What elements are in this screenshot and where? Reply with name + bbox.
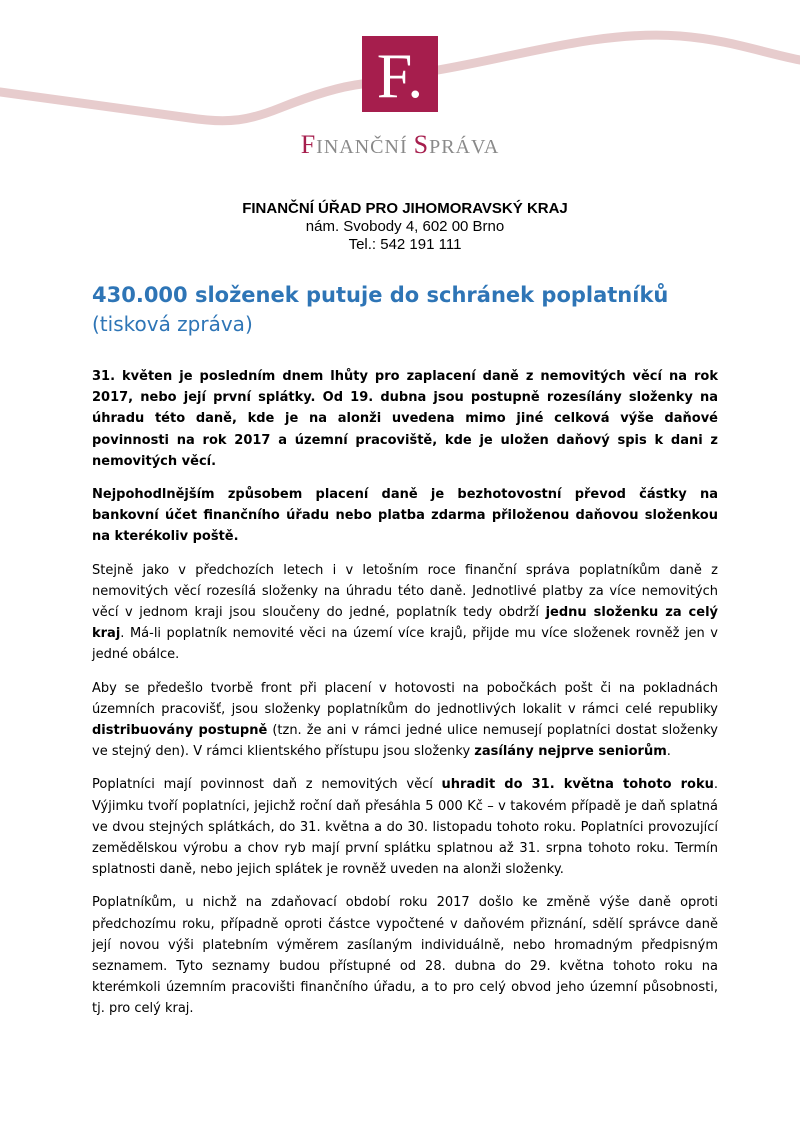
paragraph-3-bold: jednu složenku za celý kraj (92, 605, 719, 642)
brand-word-1: INANČNÍ (316, 136, 414, 158)
article-body (92, 366, 718, 1032)
paragraph-4-text-end: . (666, 744, 671, 760)
office-phone: Tel.: 542 191 111 (348, 236, 462, 253)
paragraph-5 (92, 774, 718, 880)
paragraph-4-bold-2: zasílány nejprve seniorům (474, 744, 667, 760)
paragraph-3-text-end: . Má-li poplatník nemovité věci na území více krajů, přijde mu více složenek rovněž jen v jedné obálce. (92, 626, 718, 663)
paragraph-5-text: Poplatníci mají povinnost daň z nemovitých věcí (92, 777, 442, 793)
paragraph-2: Nejpohodlnějším způsobem placení daně je bezhotovostní převod částky na bankovní účet finančního úřadu nebo platba zdarma přiloženou daňovou složenkou na kterékoliv poště. (92, 487, 718, 545)
logo-letter: F. (376, 40, 424, 111)
press-release-heading (92, 280, 732, 338)
paragraph-3 (92, 560, 718, 666)
brand-initial-f: F (300, 130, 317, 159)
paragraph-5-text-end: . Výjimku tvoří poplatníci, jejichž roční daň přesáhla 5 000 Kč – v takovém případě je daň splatná ve dvou stejných splátkách, do 31. května a do 30. listopadu tohoto roku. Poplatníci provozující zemědělskou výrobu a chov ryb mají první splátku splatnou až 31. srpna tohoto roku. Termín splatnosti daně, nebo jejich splátek je rovněž uveden na alonži složenky. (92, 777, 718, 878)
headline-title: 430.000 složenek putuje do schránek poplatníků (92, 283, 669, 307)
office-name: FINANČNÍ ÚŘAD PRO JIHOMORAVSKÝ KRAJ (242, 200, 568, 217)
office-header (0, 200, 800, 254)
paragraph-4-bold-1: distribuovány postupně (92, 723, 268, 739)
headline-subtitle: (tisková zpráva) (92, 312, 253, 336)
paragraph-4-text-mid: (tzn. že ani v rámci jedné ulice nemusejí poplatníci dostat složenky ve stejný den). V rámci klientského přístupu jsou složenky (92, 723, 718, 760)
brand-word-2: PRÁVA (429, 136, 500, 158)
paragraph-6: Poplatníkům, u nichž na zdaňovací období roku 2017 došlo ke změně výše daně oproti předchozímu roku, případně oproti částce vypočtené v daňovém přiznání, sdělí správce daně její novou výši platebním výměrem zasílaným individuálně, nebo hromadným předpisným seznamem. Tyto seznamy budou přístupné od 28. dubna do 29. května tohoto roku na kterémkoli územním pracovišti finančního úřadu, a to pro celý obvod jeho územní působnosti, tj. pro celý kraj. (92, 895, 718, 1017)
paragraph-5-bold: uhradit do 31. května tohoto roku (441, 777, 714, 793)
brand-name (0, 130, 800, 160)
paragraph-4 (92, 678, 718, 763)
financni-sprava-logo (362, 36, 438, 112)
brand-initial-s: S (413, 130, 430, 159)
office-address: nám. Svobody 4, 602 00 Brno (305, 218, 505, 235)
paragraph-3-text: Stejně jako v předchozích letech i v letošním roce finanční správa poplatníkům daně z nemovitých věcí rozesílá složenky na úhradu této daně. Jednotlivé platby za více nemovitých věcí v jednom kraji jsou sloučeny do jedné, poplatník tedy obdrží (92, 562, 718, 621)
paragraph-1: 31. květen je posledním dnem lhůty pro zaplacení daně z nemovitých věcí na rok 2017, nebo její první splátky. Od 19. dubna jsou postupně rozesílány složenky na úhradu této daně, kde je na alonži uvedena mimo jiné celková výše daňové povinnosti na rok 2017 a územní pracoviště, kde je uložen daňový spis k dani z nemovitých věcí. (92, 369, 718, 469)
paragraph-4-text: Aby se předešlo tvorbě front při placení v hotovosti na pobočkách pošt či na pokladnách územních pracovišť, jsou složenky poplatníkům do jednotlivých lokalit v rámci celé republiky (92, 680, 718, 717)
